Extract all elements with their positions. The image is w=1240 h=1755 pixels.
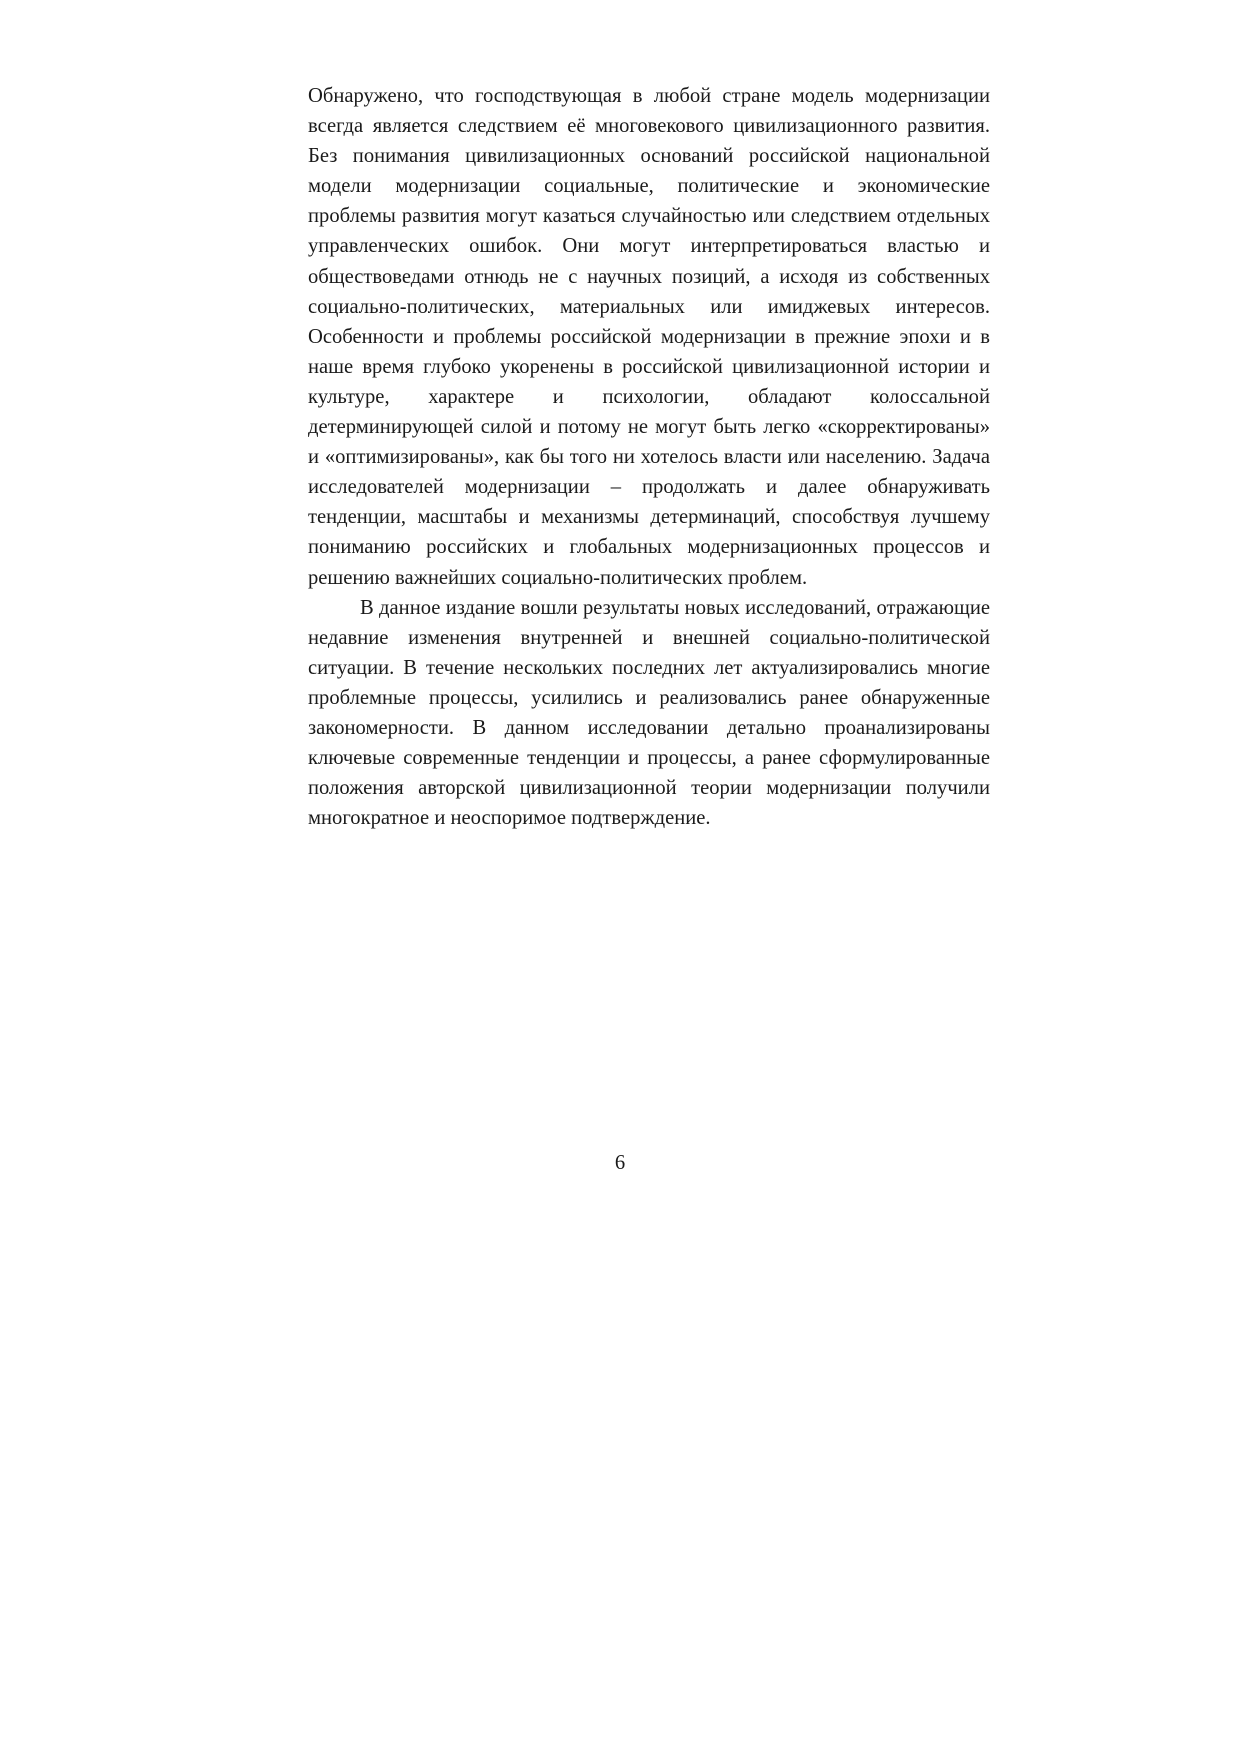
- paragraph-new-edition: В данное издание вошли результаты новых исследований, отражающие недавние изменения внутренней и внешней социально-политической ситуации. В течение нескольких последних лет актуализировались многие проблемные процессы, усилились и реализовались ранее обнаруженные закономерности. В данном исследовании детально проанализированы ключевые современные тенденции и процессы, а ранее сформулированные положения авторской цивилизационной теории модернизации получили многократное и неоспоримое подтверждение.: [308, 596, 990, 830]
- body-text: [308, 81, 990, 833]
- paragraph-continuation: Обнаружено, что господствующая в любой стране модель модернизации всегда является следствием её многовекового цивилизационного развития. Без понимания цивилизационных оснований российской национальной модели модернизации социальные, политические и экономические проблемы развития могут казаться случайностью или следствием отдельных управленческих ошибок. Они могут интерпретироваться властью и обществоведами отнюдь не с научных позиций, а исходя из собственных социально-политических, материальных или имиджевых интересов. Особенности и проблемы российской модернизации в прежние эпохи и в наше время глубоко укоренены в российской цивилизационной истории и культуре, характере и психологии, обладают колоссальной детерминирующей силой и потому не могут быть легко «скорректированы» и «оптимизированы», как бы того ни хотелось власти или населению. Задача исследователей модернизации – продолжать и далее обнаруживать тенденции, масштабы и механизмы детерминаций, способствуя лучшему пониманию российских и глобальных модернизационных процессов и решению важнейших социально-политических проблем.: [308, 85, 990, 589]
- page-number: 6: [614, 1152, 626, 1174]
